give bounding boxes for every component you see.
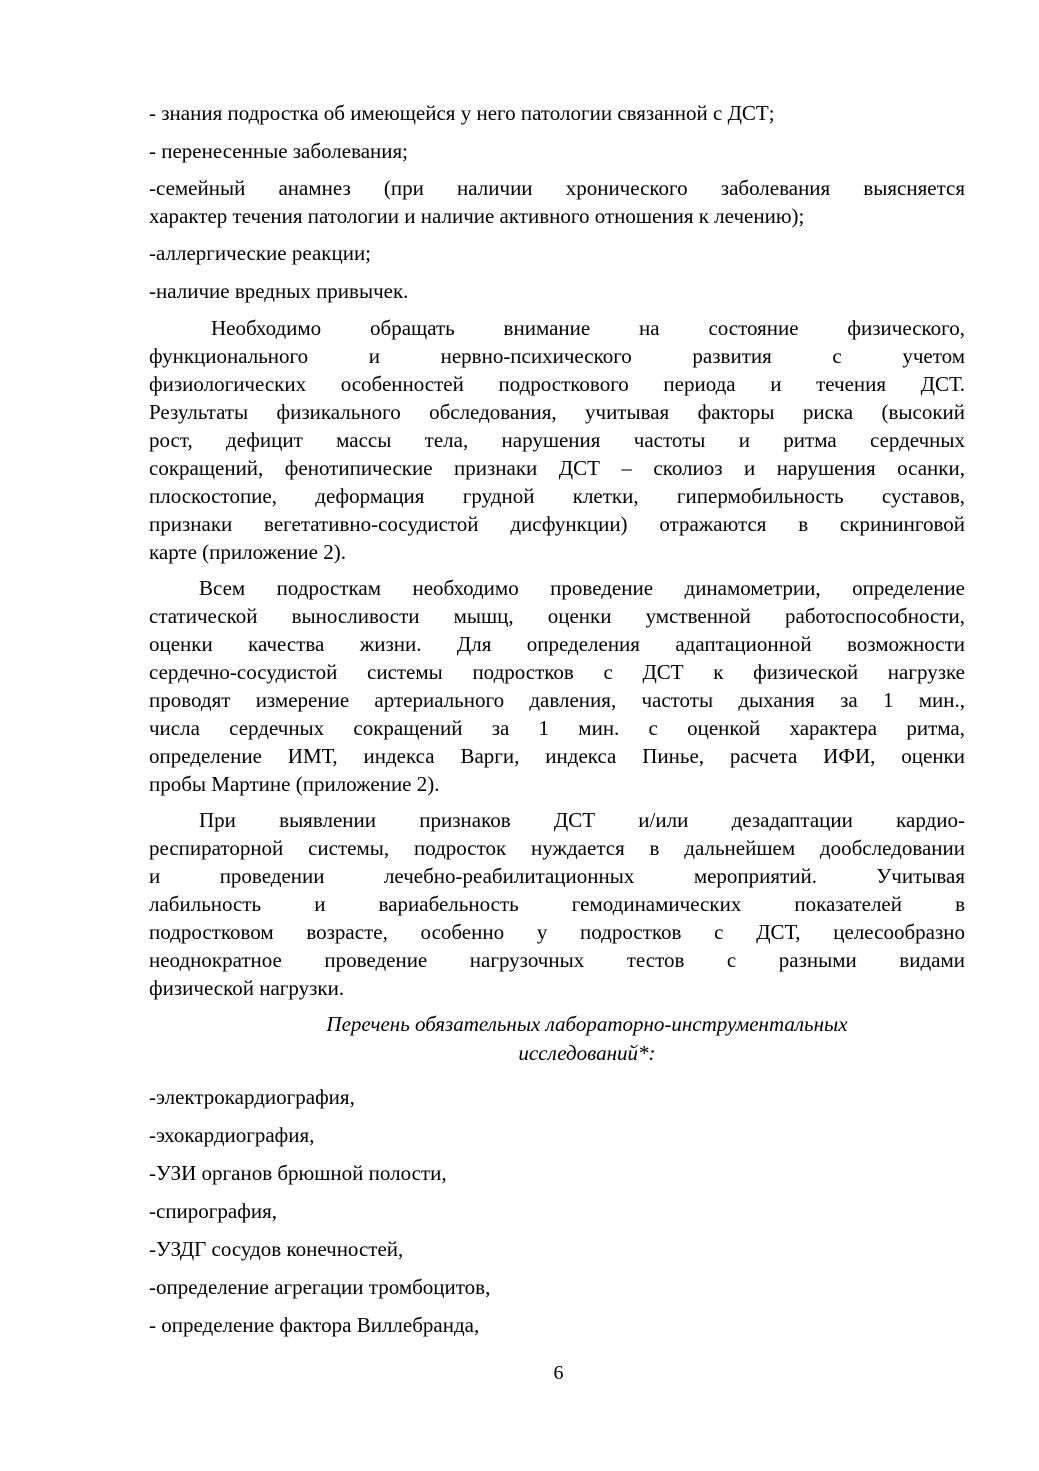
text-line: подростковом возрасте, особенно у подростков с ДСТ, целесообразно bbox=[149, 920, 965, 944]
list-item: -аллергические реакции; bbox=[149, 241, 372, 265]
text-line: характер течения патологии и наличие активного отношения к лечению); bbox=[149, 204, 805, 228]
text-line: физической нагрузки. bbox=[149, 976, 345, 1000]
text-line: респираторной системы, подросток нуждается в дальнейшем дообследовании bbox=[149, 836, 965, 860]
text-line: Необходимо обращать внимание на состояние физического, bbox=[211, 316, 965, 340]
text-line: -семейный анамнез (при наличии хронического заболевания выясняется bbox=[149, 176, 965, 200]
heading-line: исследований*: bbox=[518, 1041, 656, 1065]
text-line: числа сердечных сокращений за 1 мин. с оценкой характера ритма, bbox=[149, 716, 965, 740]
text-line: Всем подросткам необходимо проведение динамометрии, определение bbox=[199, 576, 965, 600]
text-line: функционального и нервно-психического развития с учетом bbox=[149, 344, 965, 368]
paragraph-physical-development bbox=[149, 314, 965, 566]
paragraph-further-examination bbox=[149, 806, 965, 1002]
list-item: -спирография, bbox=[149, 1199, 277, 1223]
text-line: пробы Мартине (приложение 2). bbox=[149, 772, 440, 796]
text-line: карте (приложение 2). bbox=[149, 540, 346, 564]
page-number: 6 bbox=[553, 1362, 564, 1384]
list-item: -УЗИ органов брюшной полости, bbox=[149, 1161, 447, 1185]
text-line: При выявлении признаков ДСТ и/или дезадаптации кардио- bbox=[199, 808, 965, 832]
section-heading bbox=[149, 1010, 965, 1068]
list-item: -УЗДГ сосудов конечностей, bbox=[149, 1237, 404, 1261]
page-content bbox=[149, 98, 965, 1348]
text-line: оценки качества жизни. Для определения адаптационной возможности bbox=[149, 632, 965, 656]
text-line: Результаты физикального обследования, учитывая факторы риска (высокий bbox=[149, 400, 965, 424]
text-line: статической выносливости мышц, оценки умственной работоспособности, bbox=[149, 604, 965, 628]
list-item: -определение агрегации тромбоцитов, bbox=[149, 1275, 491, 1299]
text-line: сердечно-сосудистой системы подростков с ДСТ к физической нагрузке bbox=[149, 660, 965, 684]
text-line: сокращений, фенотипические признаки ДСТ – сколиоз и нарушения осанки, bbox=[149, 456, 965, 480]
text-line: проводят измерение артериального давления, частоты дыхания за 1 мин., bbox=[149, 688, 965, 712]
text-line: признаки вегетативно-сосудистой дисфункции) отражаются в скрининговой bbox=[149, 512, 965, 536]
text-line: физиологических особенностей подросткового периода и течения ДСТ. bbox=[149, 372, 965, 396]
list-item: -наличие вредных привычек. bbox=[149, 279, 409, 303]
list-item: - перенесенные заболевания; bbox=[149, 139, 409, 163]
list-item: -электрокардиография, bbox=[149, 1085, 355, 1109]
list-item: - знания подростка об имеющейся у него патологии связанной с ДСТ; bbox=[149, 101, 775, 125]
list-item-family-history bbox=[149, 174, 965, 230]
list-item: - определение фактора Виллебранда, bbox=[149, 1313, 480, 1337]
heading-line: Перечень обязательных лабораторно-инструментальных bbox=[326, 1012, 848, 1036]
paragraph-examinations bbox=[149, 574, 965, 798]
text-line: плоскостопие, деформация грудной клетки, гипермобильность суставов, bbox=[149, 484, 965, 508]
text-line: неоднократное проведение нагрузочных тестов с разными видами bbox=[149, 948, 965, 972]
text-line: рост, дефицит массы тела, нарушения частоты и ритма сердечных bbox=[149, 428, 965, 452]
text-line: лабильность и вариабельность гемодинамических показателей в bbox=[149, 892, 965, 916]
list-item: -эхокардиография, bbox=[149, 1123, 315, 1147]
text-line: определение ИМТ, индекса Варги, индекса Пинье, расчета ИФИ, оценки bbox=[149, 744, 965, 768]
text-line: и проведении лечебно-реабилитационных мероприятий. Учитывая bbox=[149, 864, 965, 888]
